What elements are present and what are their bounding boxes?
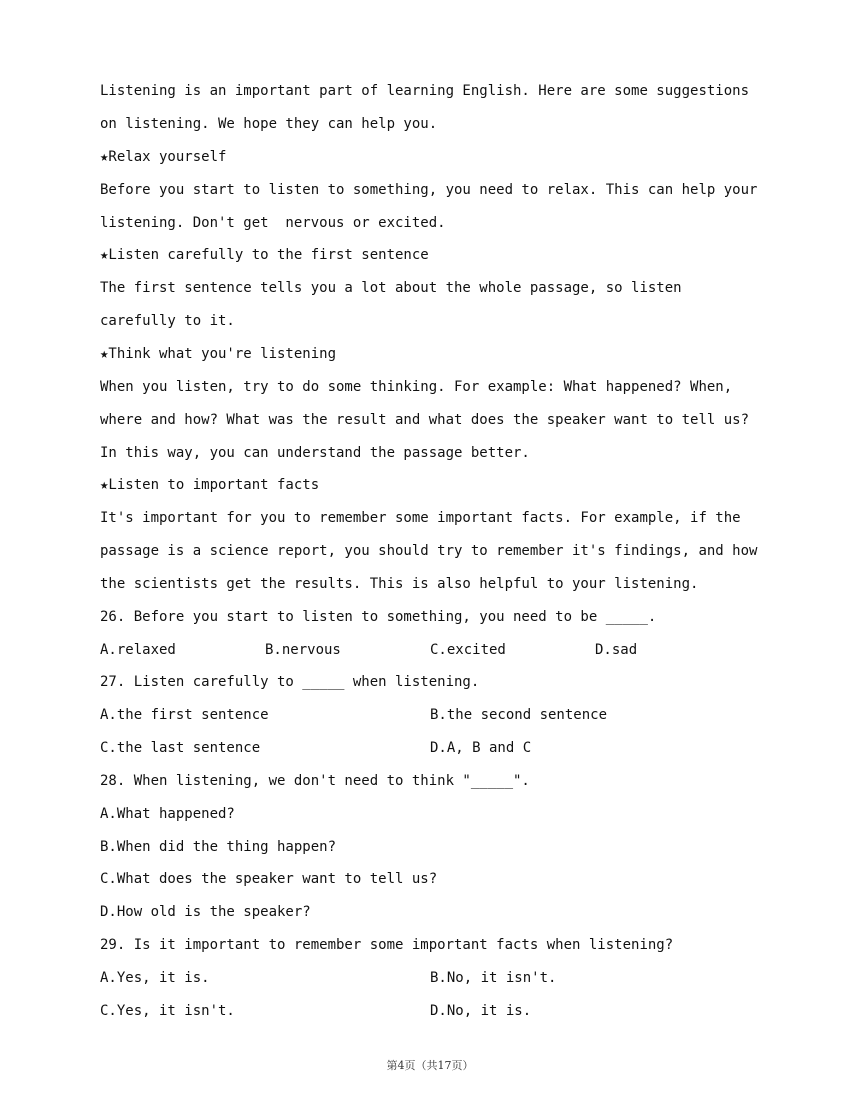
tip-facts-line-1: It's important for you to remember some important facts. For example, if the xyxy=(100,510,741,526)
tip-think-line-2: where and how? What was the result and what does the speaker want to tell us? xyxy=(100,412,750,428)
tip-heading-think: ★Think what you're listening xyxy=(100,346,337,362)
option-a: A.Yes, it is. xyxy=(100,970,210,986)
option-d: D.No, it is. xyxy=(430,1003,532,1019)
question-stem: 28. When listening, we don't need to think "_____". xyxy=(100,773,530,789)
option-a: A.relaxed xyxy=(100,642,176,658)
tip-think-line-3: In this way, you can understand the passage better. xyxy=(100,445,530,461)
tip-relax-line-2: listening. Don't get nervous or excited. xyxy=(100,215,446,231)
option-c: C.excited xyxy=(430,642,506,658)
option-d: D.sad xyxy=(595,642,638,658)
option-d: D.How old is the speaker? xyxy=(100,904,311,920)
passage-intro-line-2: on listening. We hope they can help you. xyxy=(100,116,438,132)
option-a: A.the first sentence xyxy=(100,707,269,723)
option-b: B.When did the thing happen? xyxy=(100,839,337,855)
tip-facts-line-2: passage is a science report, you should try to remember it's findings, and how xyxy=(100,543,758,559)
option-d: D.A, B and C xyxy=(430,740,532,756)
question-stem: 26. Before you start to listen to something, you need to be _____. xyxy=(100,609,657,625)
tip-first-sentence-line-2: carefully to it. xyxy=(100,313,235,329)
tip-relax-line-1: Before you start to listen to something, you need to relax. This can help your xyxy=(100,182,758,198)
option-b: B.No, it isn't. xyxy=(430,970,557,986)
tip-heading-relax: ★Relax yourself xyxy=(100,149,227,165)
option-b: B.nervous xyxy=(265,642,341,658)
tip-heading-first-sentence: ★Listen carefully to the first sentence xyxy=(100,247,429,263)
option-b: B.the second sentence xyxy=(430,707,608,723)
tip-heading-facts: ★Listen to important facts xyxy=(100,477,320,493)
option-a: A.What happened? xyxy=(100,806,235,822)
tip-think-line-1: When you listen, try to do some thinking. For example: What happened? When, xyxy=(100,379,733,395)
option-c: C.Yes, it isn't. xyxy=(100,1003,235,1019)
option-c: C.the last sentence xyxy=(100,740,261,756)
question-stem: 27. Listen carefully to _____ when listening. xyxy=(100,674,480,690)
page-number-footer: 第4页（共17页） xyxy=(386,1059,474,1072)
option-c: C.What does the speaker want to tell us? xyxy=(100,871,438,887)
tip-first-sentence-line-1: The first sentence tells you a lot about the whole passage, so listen xyxy=(100,280,682,296)
passage-intro-line-1: Listening is an important part of learning English. Here are some suggestions xyxy=(100,83,750,99)
tip-facts-line-3: the scientists get the results. This is also helpful to your listening. xyxy=(100,576,699,592)
question-stem: 29. Is it important to remember some important facts when listening? xyxy=(100,937,674,953)
